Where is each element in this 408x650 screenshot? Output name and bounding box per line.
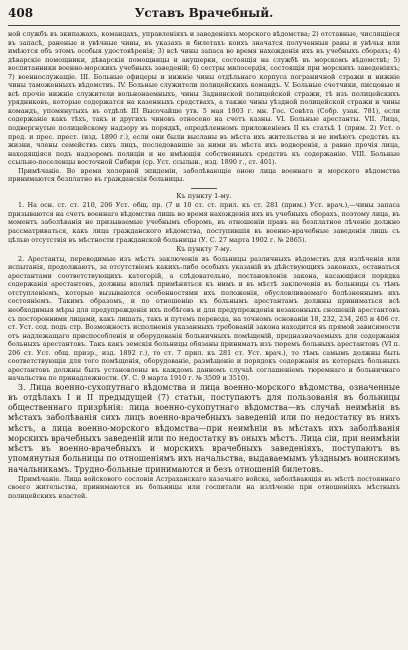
- section-divider: [191, 188, 217, 189]
- running-title: Уставъ Врачебный.: [134, 6, 274, 20]
- page-number: 408: [8, 6, 34, 20]
- subheading-point-7: Къ пункту 7-му.: [176, 245, 232, 254]
- paragraph-commentary-2: 2. Арестанты, переводимые изъ мѣстъ заключенія въ больницы различныхъ вѣдомствъ для излѣченія или испытанія, продолжаютъ, за отсутствіемъ какихъ-либо особыхъ указаній въ дѣйствующихъ законахъ, оставаться арестантами соответствующихъ категорій, а слѣдовательно, постановленія закона, касающіяся порядка содержанія арестантовъ, должны вполнѣ примѣняться къ нимъ и въ мѣстѣ заключенія въ больницы съ тѣмъ отступленіемъ, которые вызываются особенностями ихъ положенія, обусловливаемаго болѣзненнымъ ихъ состояніемъ. Такимъ образомъ, и по отношенію къ больнымъ арестантамъ должны приниматься всѣ необходимыя мѣры для предупрежденія ихъ побѣговъ и для предупрежденія незаконныхъ сношеній арестантовъ съ посторонними лицами, какъ лишать, такъ и путемъ перевода, на точномъ основаніи 18, 232, 234, 265 и 406 ст. ст. Уст. сод. подъ стр. Возможность исполненія указанныхъ требованій закона находится въ прямой зависимости отъ надлежащаго приспособленія и оборудованія больничныхъ помѣщеній, предназначаемыхъ для содержанія больныхъ арестантовъ. Такъ какъ земскія больницы обязаны принимать изъ тюремъ больныхъ арестантовъ (VI п. 206 ст. Уст. общ. призр., изд. 1892 г.), то ст. 7 прил. къ 281 ст. Уст. врач.), то тѣмъ самымъ должны быть соответствующія для того помѣщенія, оборудованіе, размѣщеніе и порядокъ содержанія въ которыхъ больныхъ арестантовъ должны быть установлены въ каждомъ данномъ случаѣ соглашеніемъ тюремнаго и больничнаго начальства по принадлежности. (У. С. 9 марта 1910 г. № 3509 и 3510).: [8, 254, 400, 383]
- note-paragraph: Примѣчаніе. Во время холерной эпидеміи, заболѣвающіе оною лица военнаго и морского вѣдомства принимаются безплатно въ гражданскія больницы.: [8, 166, 400, 184]
- paragraph-article-continuation: ной службъ въ экипажахъ, командахъ, управленіяхъ и заведеніяхъ морского вѣдомства; 2) отставные, числящіеся въ запасѣ, раненые и увѣчные чины, въ указахъ и билетахъ коихъ значатся полученныя раны и увѣчья или имѣются объ этомъ особыя удостовѣренія; 3) всѣ чины запаса во время нахожденія ихъ въ учебныхъ сборахъ; 4) дѣварскіе помощники, дѣварскія помощницы и акушерки, состоящія на службѣ въ морскомъ вѣдомствѣ; 5) воспитанники военно-морскихъ учебныхъ заведеній; 6) сестры милосердія, состоящія при морскихъ заведеніяхъ; 7) военнослужащіе. III. Больные офицеры и нижніе чины отдѣльнаго корпуса пограничной стражи и нижніе чины таможенныхъ вѣдомствъ. IV. Больные служители полицейскихъ командъ. V. Больные счетчики, писцовые и всѣ прочіе нижніе служители вольнонаемныхъ, чины Заднянской полицейской стражи, тѣ изъ полицейскихъ урядниковъ, которые содержатся на казенныхъ средствахъ, а также чины уѣздной полицейской стражи и чины командъ, упомянутыхъ въ отдѣлѣ III Высочайше утв. 5 мая 1903 г. мн. Гос. Совѣта (Собр. узак. 781), если содержаніе какъ тѣхъ, такъ и другихъ чиновъ отнесено на счетъ казны. VI. Больные арестанты. VII. Лица, подвергнутые полицейскому надзору въ порядкѣ, опредѣленномъ приложеніемъ II къ статьѣ 1 (прим. 2) Уст. о пред. и прес. прест. (изд. 1890 г.), если они были высланы въ мѣста ихъ жительства и не имѣютъ средствъ къ жизни, члены семействъ сихъ лицъ, последовавшіе за ними въ мѣста ихъ водворенія, а равно прочія лица, находящіяся подъ надзоромъ полиціи и не имѣющія собственныхъ средствъ къ содержанію. VIII. Больные ссыльно-поселенцы восточной Сибири (ср. Уст. ссылын., изд. 1890 г., ст. 401).: [8, 30, 400, 167]
- paragraph-commentary-1: 1. На осн. ст. ст. 210, 206 Уст. общ. пр. (7 и 10 ст. ст. прил. къ ст. 281 (прим.) Уст. врач.),—чины запаса призываются на счетъ военнаго вѣдомства лишь во время нахожденія ихъ въ учебныхъ сборахъ, поэтому лица, въ моментъ заболѣванія не призываемые учебнымъ сборомъ, въ отношеніи правъ на безплатное лѣченіе должно рассматриваться, какъ лица гражданского вѣдомства, поступившія въ военно-врачебные заведенія лишь съ цѣлью отсутствія въ мѣстности гражданской больницы (У. С. 27 марта 1902 г. № 2865).: [8, 201, 400, 244]
- subheading-point-1: Къ пункту 1-му.: [176, 191, 232, 200]
- body-text: [8, 30, 400, 500]
- paragraph-article-3: 3. Лица военно-сухопутнаго вѣдомства и лица военно-морского вѣдомства, означенные въ отдѣлахъ I и II предыдущей (7) статьи, поступаютъ для пользованія въ больницы общественнаго призрѣнія: лица военно-сухопутнаго вѣдомства—въ случаѣ неимѣнія въ мѣстахъ заболѣванія сихъ лицъ военно-врачебныхъ заведеній или по недостатку въ нихъ мѣстъ, а лица военно-морского вѣдомства—при неимѣніи въ мѣстахъ ихъ заболѣванія морскихъ врачебныхъ заведеній или по недостатку въ оныхъ мѣстъ. Лица сіи, при неимѣніи мѣстъ въ военно-врачебныхъ и морскихъ врачебныхъ заведеніяхъ, поступаютъ въ упомянутыя больницы по отношеніямъ ихъ начальства, выдаваемымъ уѣзднымъ воинскимъ начальникамъ. Трудно-больные принимаются и безъ отношеній билетовъ.: [8, 382, 400, 474]
- header-rule: [8, 25, 400, 26]
- note-paragraph-2: Примѣчаніе. Лица войскового сословія Астраханскаго казачьяго войска, заболѣвающія въ мѣстѣ постояннаго своего жительства, принимаются въ больницы или госпитали на излѣченіе при отношеніяхъ мѣстныхъ полицейскихъ властей.: [8, 474, 400, 500]
- page-header: [8, 6, 400, 24]
